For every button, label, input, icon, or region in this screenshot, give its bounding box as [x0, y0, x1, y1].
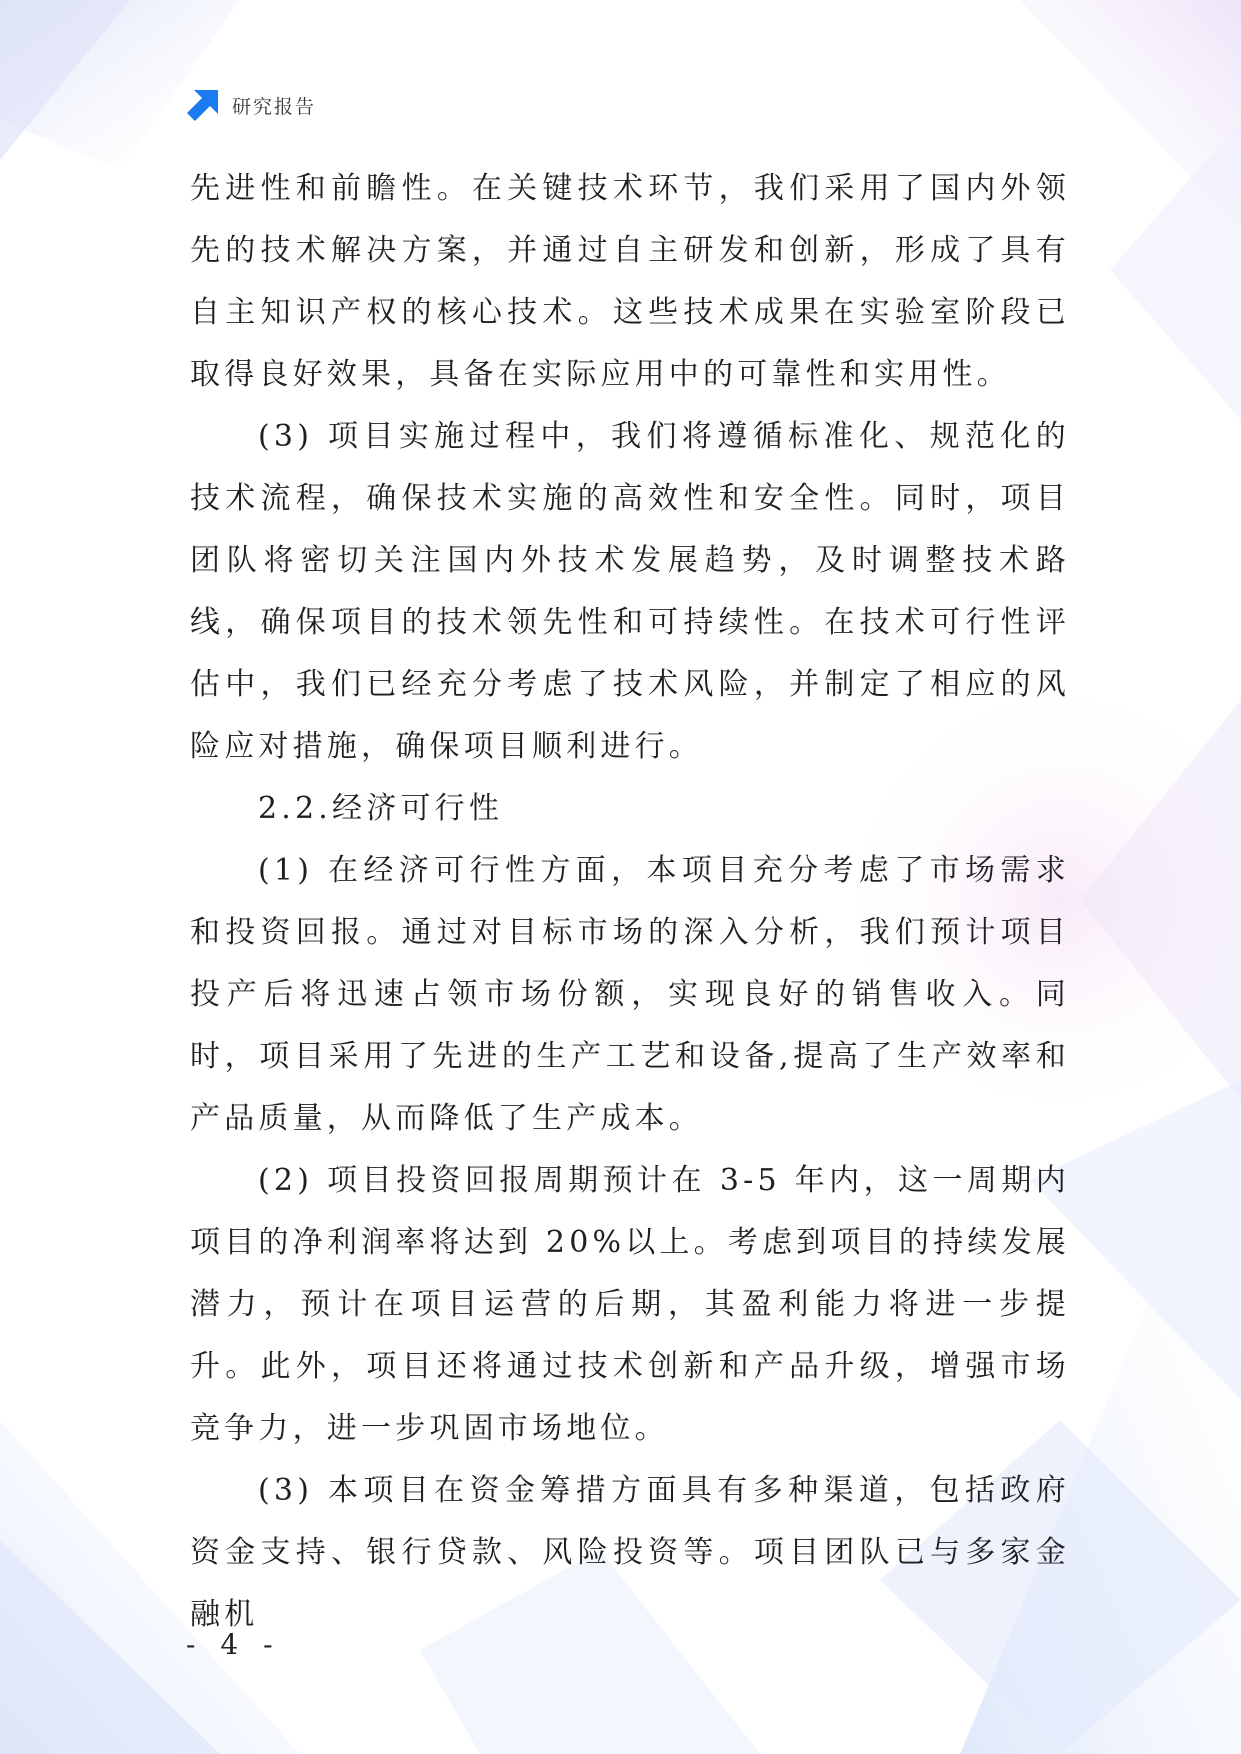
arrow-up-right-icon: [186, 88, 220, 122]
document-body: [190, 158, 1070, 1646]
section-heading: 2.2.经济可行性: [258, 791, 504, 826]
paragraph-item-3-funding: (3) 本项目在资金筹措方面具有多种渠道，包括政府资金支持、银行贷款、风险投资等。项目团队已与多家金融机: [190, 1473, 1070, 1632]
paragraph-item-1: (1) 在经济可行性方面，本项目充分考虑了市场需求和投资回报。通过对目标市场的深入分析，我们预计项目投产后将迅速占领市场份额，实现良好的销售收入。同时，项目采用了先进的生产工艺和设备,提高了生产效率和产品质量，从而降低了生产成本。: [190, 853, 1070, 1136]
page-number: - 4 -: [186, 1628, 281, 1661]
paragraph-item-3: (3) 项目实施过程中，我们将遵循标准化、规范化的技术流程，确保技术实施的高效性和安全性。同时，项目团队将密切关注国内外技术发展趋势，及时调整技术路线，确保项目的技术领先性和可持续性。在技术可行性评估中，我们已经充分考虑了技术风险，并制定了相应的风险应对措施，确保项目顺利进行。: [190, 419, 1070, 764]
report-header: [186, 88, 316, 122]
paragraph-item-2: (2) 项目投资回报周期预计在 3-5 年内，这一周期内项目的净利润率将达到 20%以上。考虑到项目的持续发展潜力，预计在项目运营的后期，其盈利能力将进一步提升。此外，项目还将通过技术创新和产品升级，增强市场竞争力，进一步巩固市场地位。: [190, 1163, 1070, 1446]
paragraph-continuation: 先进性和前瞻性。在关键技术环节，我们采用了国内外领先的技术解决方案，并通过自主研发和创新，形成了具有自主知识产权的核心技术。这些技术成果在实验室阶段已取得良好效果，具备在实际应用中的可靠性和实用性。: [190, 171, 1070, 392]
header-title: 研究报告: [232, 95, 317, 118]
